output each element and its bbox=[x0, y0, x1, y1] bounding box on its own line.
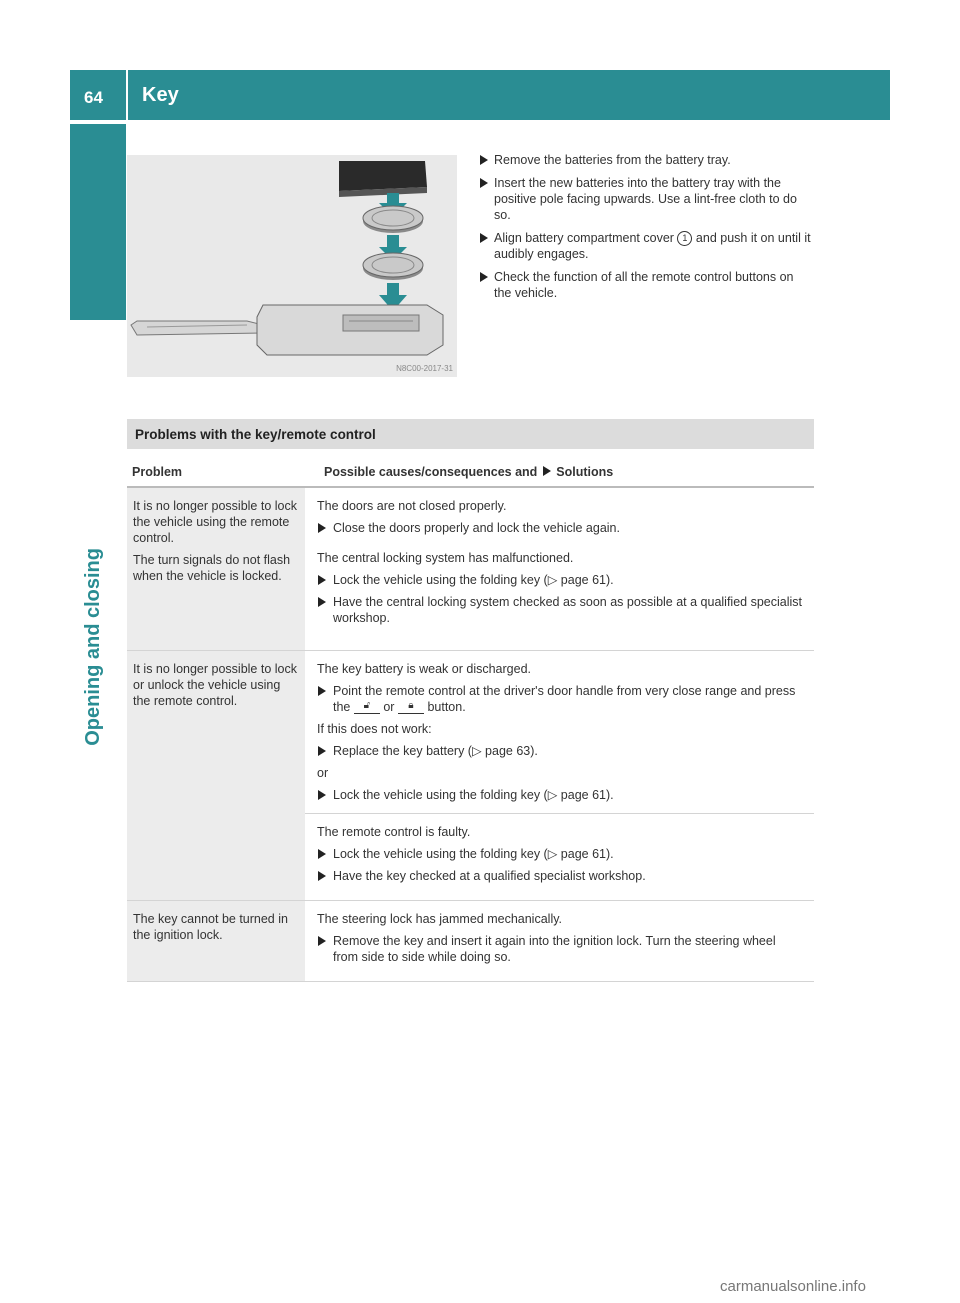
section-label: Opening and closing bbox=[82, 548, 104, 746]
step-text: and push it on until it audibly engages. bbox=[494, 231, 811, 262]
cause-text: The central locking system has malfunctioned. bbox=[317, 551, 574, 565]
unlock-button-icon: 🔓︎ bbox=[354, 701, 380, 714]
solution-text: button. bbox=[427, 700, 466, 714]
solution-item bbox=[317, 743, 802, 759]
callout-number-icon: 1 bbox=[677, 231, 692, 246]
solution-item bbox=[317, 933, 802, 965]
solution-text: Replace the key battery (▷ page 63). bbox=[333, 744, 538, 758]
solution-arrow-icon bbox=[543, 466, 551, 476]
table-row bbox=[127, 488, 814, 651]
chapter-title: Key bbox=[142, 84, 179, 106]
section-tab bbox=[70, 124, 126, 320]
solution-item bbox=[317, 868, 802, 884]
solution-arrow-icon bbox=[318, 790, 326, 800]
col-header-problem: Problem bbox=[132, 465, 183, 479]
solution-text: Lock the vehicle using the folding key (▷ page 61). bbox=[333, 847, 614, 861]
cause-text: The remote control is faulty. bbox=[317, 825, 471, 839]
solution-item bbox=[317, 520, 802, 536]
watermark: carmanualsonline.info bbox=[720, 1278, 866, 1295]
solution-arrow-icon bbox=[318, 936, 326, 946]
cause-text: If this does not work: bbox=[317, 722, 432, 736]
solution-text: Have the key checked at a qualified specialist workshop. bbox=[333, 869, 646, 883]
cause-text: The key battery is weak or discharged. bbox=[317, 662, 531, 676]
problem-cell bbox=[127, 651, 305, 900]
solution-arrow-icon bbox=[318, 597, 326, 607]
step-item bbox=[478, 175, 814, 223]
col-header-causes bbox=[312, 452, 814, 486]
solution-item bbox=[317, 683, 802, 715]
section-title: Problems with the key/remote control bbox=[135, 427, 376, 442]
solution-arrow-icon bbox=[318, 575, 326, 585]
table-header bbox=[127, 452, 814, 488]
solution-text: Have the central locking system checked as soon as possible at a qualified specialist workshop. bbox=[333, 595, 803, 625]
page-header bbox=[70, 70, 890, 120]
solution-item bbox=[317, 787, 802, 803]
key-battery-drawing bbox=[127, 155, 457, 377]
solution-text: Lock the vehicle using the folding key (▷ page 61). bbox=[333, 573, 614, 587]
sub-cause-block bbox=[305, 813, 814, 884]
figure-code: N8C00-2017-31 bbox=[396, 364, 453, 373]
solution-cell bbox=[305, 651, 814, 900]
solution-item bbox=[317, 846, 802, 862]
solution-arrow-icon bbox=[318, 686, 326, 696]
step-text: Check the function of all the remote control buttons on the vehicle. bbox=[494, 270, 794, 301]
step-arrow-icon bbox=[480, 155, 488, 165]
step-text: Remove the batteries from the battery tray. bbox=[494, 153, 731, 167]
solution-arrow-icon bbox=[318, 523, 326, 533]
header-divider bbox=[126, 70, 128, 120]
step-item bbox=[478, 269, 814, 301]
solution-cell bbox=[305, 901, 814, 981]
problem-text: It is no longer possible to lock or unlock the vehicle using the remote control. bbox=[133, 662, 297, 708]
solution-item bbox=[317, 572, 802, 588]
problems-table bbox=[127, 452, 814, 982]
solution-arrow-icon bbox=[318, 746, 326, 756]
solution-cell bbox=[305, 488, 814, 650]
problem-cell bbox=[127, 901, 305, 981]
table-row bbox=[127, 901, 814, 982]
table-row bbox=[127, 651, 814, 901]
step-arrow-icon bbox=[480, 178, 488, 188]
problem-text: The key cannot be turned in the ignition lock. bbox=[133, 912, 288, 942]
step-arrow-icon bbox=[480, 272, 488, 282]
cause-text: The doors are not closed properly. bbox=[317, 499, 507, 513]
problem-text: The turn signals do not flash when the vehicle is locked. bbox=[133, 553, 291, 583]
solution-text: Lock the vehicle using the folding key (▷ page 61). bbox=[333, 788, 614, 802]
solution-arrow-icon bbox=[318, 849, 326, 859]
lock-button-icon: 🔒︎ bbox=[398, 701, 424, 714]
solution-text: Close the doors properly and lock the vehicle again. bbox=[333, 521, 620, 535]
col-header-causes-text: Possible causes/consequences and bbox=[324, 465, 538, 479]
step-text: Insert the new batteries into the battery tray with the positive pole facing upwards. Use a lint-free cloth to do so. bbox=[494, 176, 797, 222]
problem-cell bbox=[127, 488, 305, 650]
problems-section-header bbox=[127, 419, 814, 449]
solution-text: Point the remote control at the driver's door handle from very close range and press the bbox=[333, 684, 796, 714]
step-item bbox=[478, 152, 814, 168]
solution-text: Remove the key and insert it again into the ignition lock. Turn the steering wheel from side to side while doing so. bbox=[333, 934, 776, 964]
or-text: or bbox=[317, 766, 329, 780]
battery-steps bbox=[478, 152, 814, 308]
page-number: 64 bbox=[84, 88, 103, 107]
step-text: Align battery compartment cover bbox=[494, 231, 674, 245]
solution-item bbox=[317, 594, 802, 626]
solution-arrow-icon bbox=[318, 871, 326, 881]
cause-text: The steering lock has jammed mechanically. bbox=[317, 912, 563, 926]
col-header-solutions-text: Solutions bbox=[556, 465, 614, 479]
step-item bbox=[478, 230, 814, 262]
battery-replacement-illustration bbox=[127, 155, 457, 377]
solution-text: or bbox=[383, 700, 395, 714]
step-arrow-icon bbox=[480, 233, 488, 243]
problem-text: It is no longer possible to lock the vehicle using the remote control. bbox=[133, 499, 297, 545]
